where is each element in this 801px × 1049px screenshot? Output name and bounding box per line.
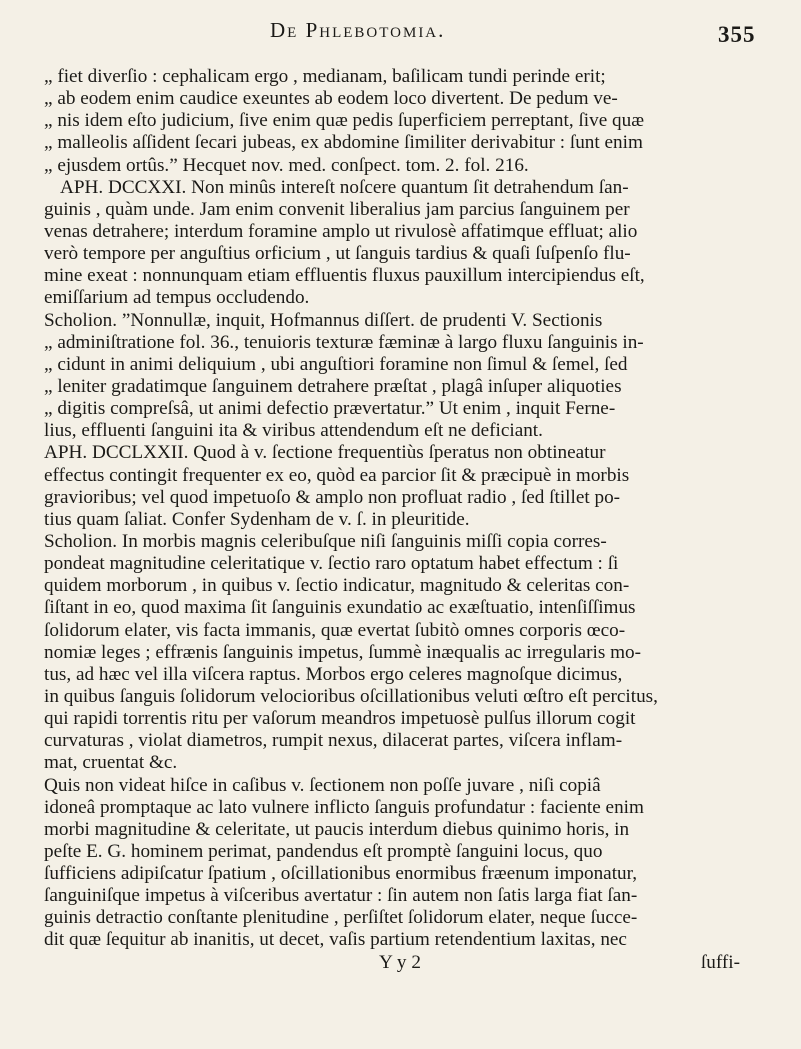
text-line: verò tempore per anguſtius orficium , ut ſanguis tardius & quaſi ſuſpenſo flu-: [44, 243, 631, 265]
text-line: ſufficiens adipiſcatur ſpatium , oſcillationibus enormibus fræenum imponatur,: [44, 863, 638, 885]
text-line: lius, effluenti ſanguini ita & viribus attendendum eſt ne deficiant.: [44, 420, 543, 442]
text-line: ſolidorum elater, vis facta immanis, quæ evertat ſubitò omnes corporis œco-: [44, 619, 626, 641]
text-line: Quis non videat hiſce in caſibus v. ſectionem non poſſe juvare , niſi copiâ: [44, 774, 601, 796]
text-line: Scholion. In morbis magnis celeribuſque niſi ſanguinis miſſi copia corres-: [44, 530, 607, 552]
text-line: APH. DCCLXXII. Quod à v. ſectione frequentiùs ſperatus non obtineatur: [44, 442, 606, 464]
page-header: [0, 14, 801, 50]
page-footer: [44, 952, 780, 974]
text-line: ſanguiniſque impetus à viſceribus avertatur : ſin autem non ſatis larga fiat ſan-: [44, 885, 638, 907]
text-line: morbi magnitudine & celeritate, ut paucis interdum diebus quinimo horis, in: [44, 818, 630, 840]
text-line: „ digitis compreſsâ, ut animi defectio prævertatur.” Ut enim , inquit Ferne-: [44, 398, 616, 420]
text-line: guinis , quàm unde. Jam enim convenit liberalius jam parcius ſanguinem per: [44, 198, 630, 220]
text-line: „ cidunt in animi deliquium , ubi anguſtiori foramine non ſimul & ſemel, ſed: [44, 353, 628, 375]
page-number: 355: [718, 22, 756, 47]
text-line: emiſſarium ad tempus occludendo.: [44, 287, 310, 309]
text-line: effectus contingit frequenter ex eo, quòd ea parcior ſit & præcipuè in morbis: [44, 464, 630, 486]
text-line: „ adminiſtratione fol. 36., tenuioris texturæ fæminæ à largo fluxu ſanguinis in-: [44, 331, 644, 353]
text-line: peſte E. G. hominem perimat, pandendus eſt promptè ſanguini locus, quo: [44, 840, 603, 862]
text-line: „ fiet diverſio : cephalicam ergo , medianam, baſilicam tundi perinde erit;: [44, 66, 606, 87]
signature-mark: Y y 2: [378, 951, 421, 973]
text-line: mine exeat : nonnunquam etiam effluentis fluxus pauxillum intercipiendus eſt,: [44, 265, 645, 287]
text-line: APH. DCCXXI. Non minûs intereſt noſcere quantum ſit detrahendum ſan-: [60, 176, 629, 198]
text-line: mat, cruentat &c.: [44, 752, 178, 774]
text-line: „ ab eodem enim caudice exeuntes ab eodem loco divertent. De pedum ve-: [44, 88, 618, 110]
text-line: „ nis idem eſto judicium, ſive enim quæ pedis ſuperficiem perreptant, ſive quæ: [44, 110, 645, 132]
body-text: [44, 66, 780, 974]
text-line: idoneâ promptaque ac lato vulnere inflicto ſanguis profundatur : faciente enim: [44, 796, 644, 818]
text-line: tus, ad hæc vel illa viſcera raptus. Morbos ergo celeres magnoſque dicimus,: [44, 663, 623, 685]
text-line: gravioribus; vel quod impetuoſo & amplo non profluat radio , ſed ſtillet po-: [44, 486, 621, 508]
text-line: qui rapidi torrentis ritu per vaſorum meandros impetuosè pulſus illorum cogit: [44, 708, 636, 730]
text-line: tius quam ſaliat. Confer Sydenham de v. ſ. in pleuritide.: [44, 508, 470, 530]
text-line: Scholion. ”Nonnullæ, inquit, Hofmannus diſſert. de prudenti V. Sectionis: [44, 309, 603, 331]
text-line: quidem morborum , in quibus v. ſectio indicatur, magnitudo & celeritas con-: [44, 575, 630, 597]
text-line: „ leniter gradatimque ſanguinem detrahere præſtat , plagâ inſuper aliquoties: [44, 375, 622, 397]
text-line: curvaturas , violat diametros, rumpit nexus, dilacerat partes, viſcera inflam-: [44, 730, 623, 752]
text-line: „ ejusdem ortûs.” Hecquet nov. med. conſpect. tom. 2. fol. 216.: [44, 154, 529, 176]
text-line: pondeat magnitudine celeritatique v. ſectio raro optatum habet effectum : ſi: [44, 553, 619, 575]
text-line: dit quæ ſequitur ab inanitis, ut decet, vaſis partium retendentium laxitas, nec: [44, 929, 627, 951]
text-line: nomiæ leges ; effrænis ſanguinis impetus, ſummè inæqualis ac irregularis mo-: [44, 641, 642, 663]
text-line: ſiſtant in eo, quod maxima ſit ſanguinis exundatio ac exæſtuatio, intenſiſſimus: [44, 597, 636, 619]
text-line: in quibus ſanguis ſolidorum velocioribus oſcillationibus veluti œſtro eſt percitus,: [44, 685, 658, 707]
text-line: „ malleolis aſſident ſecari jubeas, ex abdomine ſimiliter derivabitur : ſunt enim: [44, 132, 643, 154]
text-line: guinis detractio conſtante plenitudine , perſiſtet ſolidorum elater, neque ſucce-: [44, 907, 638, 929]
running-title: De Phlebotomia.: [270, 18, 446, 42]
catchword: ſuffi-: [700, 951, 740, 973]
text-line: venas detrahere; interdum foramine amplo ut rivulosè affatimque effluat; alio: [44, 220, 638, 242]
